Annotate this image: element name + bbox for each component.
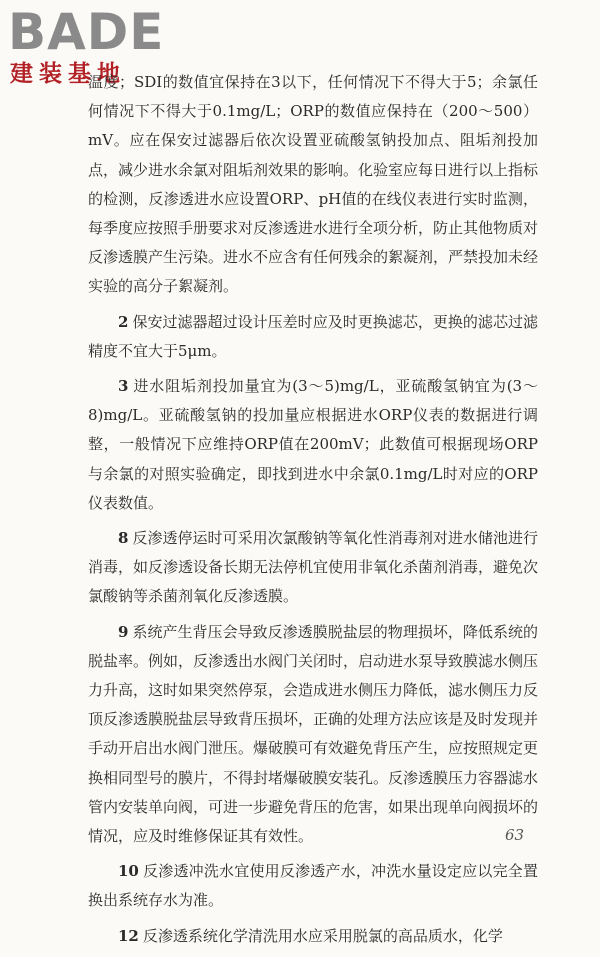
paragraph-item-10 xyxy=(88,857,538,915)
item-number: 9 xyxy=(118,622,129,641)
logo-subtitle: 建装基地 xyxy=(10,61,126,87)
item-number: 12 xyxy=(118,926,139,945)
item-number: 3 xyxy=(118,377,129,396)
paragraph-continuation xyxy=(88,68,538,302)
item-number: 10 xyxy=(118,862,139,881)
logo-wordmark: BADE xyxy=(8,3,165,61)
item-number: 8 xyxy=(118,529,129,548)
document-body xyxy=(88,68,538,957)
paragraph-text: 保安过滤器超过设计压差时应及时更换滤芯，更换的滤芯过滤精度不宜大于5μm。 xyxy=(88,312,538,360)
item-number: 2 xyxy=(118,312,129,331)
paragraph-item-8 xyxy=(88,524,538,612)
paragraph-text: 反渗透冲洗水宜使用反渗透产水，冲洗水量设定应以完全置换出系统存水为准。 xyxy=(88,862,538,910)
paragraph-item-3 xyxy=(88,372,538,518)
paragraph-item-2 xyxy=(88,308,538,366)
page-number: 63 xyxy=(505,826,525,844)
paragraph-text: 反渗透系统化学清洗用水应采用脱氯的高品质水，化学 xyxy=(142,926,503,945)
paragraph-item-12 xyxy=(88,922,538,951)
paragraph-item-9 xyxy=(88,618,538,852)
paragraph-text: 进水阻垢剂投加量宜为(3～5)mg/L，亚硫酸氢钠宜为(3～8)mg/L。亚硫酸氢钠的投加量应根据进水ORP仪表的数据进行调整，一般情况下应维持ORP值在200mV；此数值可根据现场ORP与余氯的对照实验确定，即找到进水中余氯0.1mg/L时对应的ORP仪表数值。 xyxy=(88,377,538,512)
paragraph-text: 系统产生背压会导致反渗透膜脱盐层的物理损坏，降低系统的脱盐率。例如，反渗透出水阀门关闭时，启动进水泵导致膜滤水侧压力升高，这时如果突然停泵，会造成进水侧压力降低，滤水侧压力反顶反渗透膜脱盐层导致背压损坏，正确的处理方法应该是及时发现并手动开启出水阀门泄压。爆破膜可有效避免背压产生，应按照规定更换相同型号的膜片，不得封堵爆破膜安装孔。反渗透膜压力容器滤水管内安装单向阀，可进一步避免背压的危害，如果出现单向阀损坏的情况，应及时维修保证其有效性。 xyxy=(88,622,539,846)
paragraph-text: 反渗透停运时可采用次氯酸钠等氧化性消毒剂对进水储池进行消毒，如反渗透设备长期无法停机宜使用非氧化杀菌剂消毒，避免次氯酸钠等杀菌剂氧化反渗透膜。 xyxy=(88,529,539,606)
paragraph-text: 温度；SDI的数值宜保持在3以下，任何情况下不得大于5；余氯任何情况下不得大于0.1mg/L；ORP的数值应保持在（200～500）mV。应在保安过滤器后依次设置亚硫酸氢钠投加点、阻垢剂投加点，减少进水余氯对阻垢剂效果的影响。化验室应每日进行以上指标的检测，反渗透进水应设置ORP、pH值的在线仪表进行实时监测，每季度应按照手册要求对反渗透进水进行全项分析，防止其他物质对反渗透膜产生污染。进水不应含有任何残余的絮凝剂，严禁投加未经实验的高分子絮凝剂。 xyxy=(88,73,539,296)
